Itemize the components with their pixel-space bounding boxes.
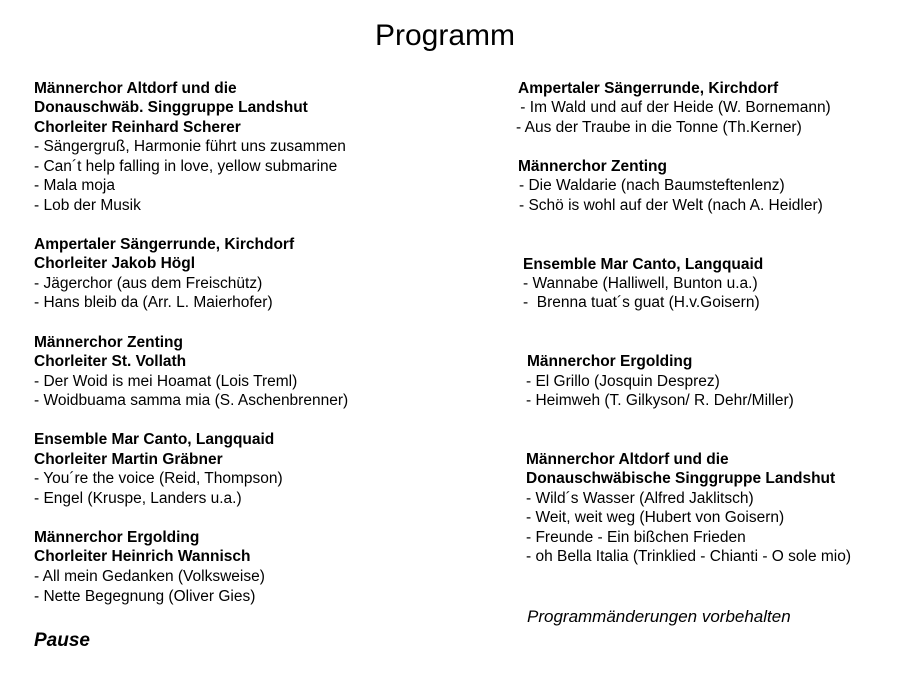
choir-heading: Männerchor Ergolding: [527, 353, 693, 370]
conductor-line: Chorleiter Martin Gräbner: [34, 451, 223, 468]
song-item: - Wild´s Wasser (Alfred Jaklitsch): [526, 490, 754, 507]
song-item: - Wannabe (Halliwell, Bunton u.a.): [523, 275, 758, 292]
choir-heading: Männerchor Altdorf und die: [34, 80, 237, 97]
song-item: - oh Bella Italia (Trinklied - Chianti - O sole mio): [526, 548, 852, 565]
song-item: - Mala moja: [34, 177, 115, 194]
song-item: - Die Waldarie (nach Baumsteftenlenz): [519, 177, 785, 194]
choir-heading: Männerchor Zenting: [518, 158, 667, 175]
song-item: - Heimweh (T. Gilkyson/ R. Dehr/Miller): [526, 392, 794, 409]
choir-heading: Ampertaler Sängerrunde, Kirchdorf: [518, 80, 779, 97]
conductor-line: Chorleiter St. Vollath: [34, 353, 187, 370]
song-item: - Lob der Musik: [34, 197, 141, 214]
choir-heading: Männerchor Ergolding: [34, 529, 200, 546]
song-item: - Der Woid is mei Hoamat (Lois Treml): [34, 373, 298, 390]
song-item: - Sängergruß, Harmonie führt uns zusammen: [34, 138, 346, 155]
song-item: - Hans bleib da (Arr. L. Maierhofer): [34, 294, 273, 311]
conductor-line: Chorleiter Heinrich Wannisch: [34, 548, 251, 565]
song-item: - Jägerchor (aus dem Freischütz): [34, 275, 263, 292]
song-item: - Woidbuama samma mia (S. Aschenbrenner): [34, 392, 349, 409]
choir-heading: Männerchor Zenting: [34, 334, 183, 351]
page-title: Programm: [374, 19, 516, 52]
song-item: - El Grillo (Josquin Desprez): [526, 373, 720, 390]
song-item: - Im Wald und auf der Heide (W. Bornemann): [516, 99, 831, 116]
choir-heading: Donauschwäb. Singgruppe Landshut: [34, 99, 308, 116]
song-item: - Aus der Traube in die Tonne (Th.Kerner): [516, 119, 802, 136]
song-item: - All mein Gedanken (Volksweise): [34, 568, 265, 585]
song-item: - Nette Begegnung (Oliver Gies): [34, 588, 256, 605]
song-item: - Weit, weit weg (Hubert von Goisern): [526, 509, 785, 526]
song-item: - Freunde - Ein bißchen Frieden: [526, 529, 746, 546]
song-item: - Engel (Kruspe, Landers u.a.): [34, 490, 242, 507]
conductor-line: Chorleiter Reinhard Scherer: [34, 119, 241, 136]
choir-heading: Donauschwäbische Singgruppe Landshut: [526, 470, 836, 487]
song-item: - Brenna tuat´s guat (H.v.Goisern): [523, 294, 760, 311]
choir-heading: Männerchor Altdorf und die: [526, 451, 729, 468]
pause-label: Pause: [34, 630, 90, 651]
conductor-line: Chorleiter Jakob Högl: [34, 255, 196, 272]
song-item: - You´re the voice (Reid, Thompson): [34, 470, 283, 487]
choir-heading: Ensemble Mar Canto, Langquaid: [34, 431, 275, 448]
program-change-note: Programmänderungen vorbehalten: [527, 607, 791, 626]
song-item: - Schö is wohl auf der Welt (nach A. Heidler): [519, 197, 823, 214]
choir-heading: Ampertaler Sängerrunde, Kirchdorf: [34, 236, 295, 253]
song-item: - Can´t help falling in love, yellow submarine: [34, 158, 338, 175]
choir-heading: Ensemble Mar Canto, Langquaid: [523, 256, 764, 273]
